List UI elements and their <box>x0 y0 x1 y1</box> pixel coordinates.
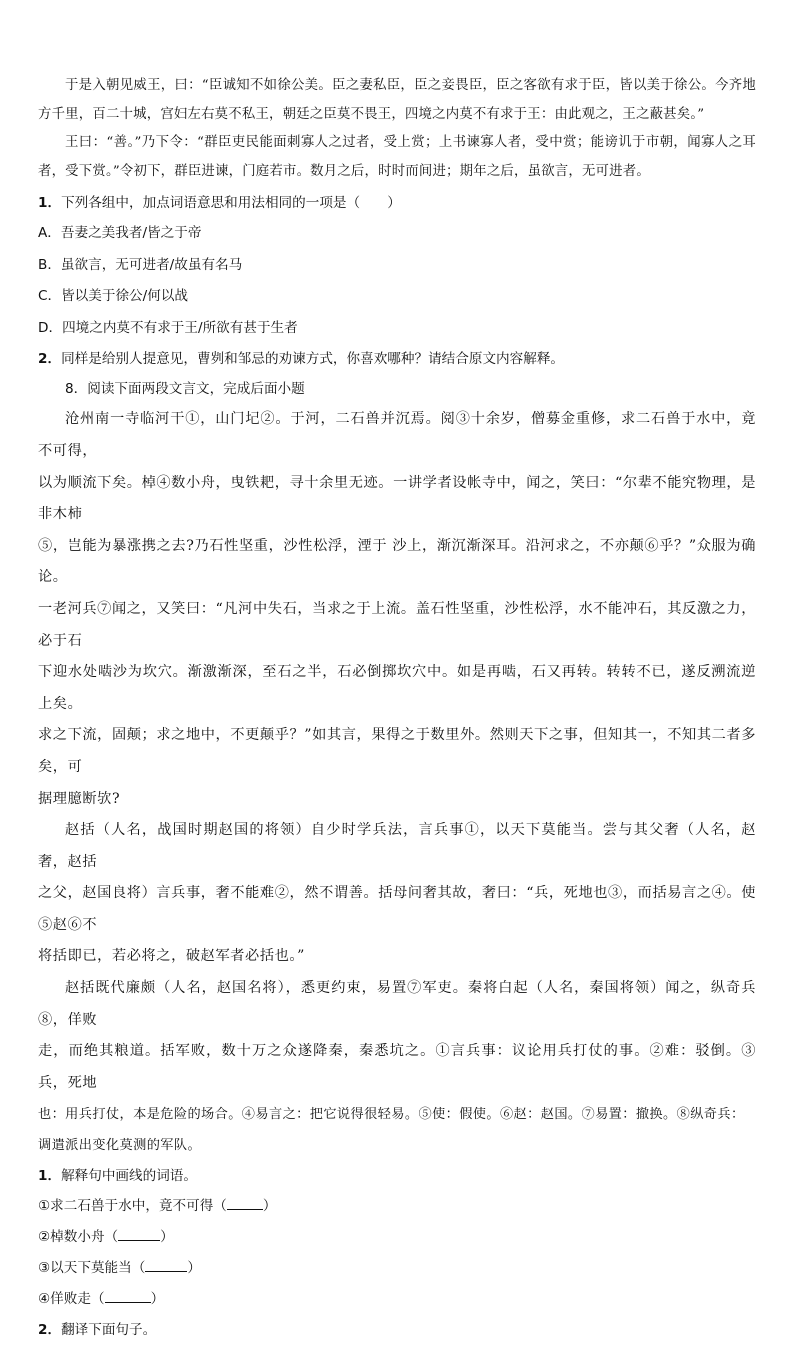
option-text: 皆以美于徐公/何以战 <box>61 288 189 305</box>
question-number: 1． <box>38 1168 62 1185</box>
passage-line: 赵括既代廉颇（人名，赵国名将），悉更约束，易置⑦军吏。秦将白起（人名，秦国将领）闻之，纵奇兵⑧，佯败 <box>38 980 756 1028</box>
passage-line: 求之下流，固颠；求之地中，不更颠乎？”如其言，果得之于数里外。然则天下之事，但知其一，不知其二者多矣，可 <box>38 727 756 775</box>
blank-suffix: ） <box>160 1229 174 1246</box>
question-text: 下列各组中，加点词语意思和用法相同的一项是（ ） <box>61 195 401 212</box>
classical-passage-1 <box>38 404 756 815</box>
passage-line: 将括即已，若必将之，破赵军者必括也。” <box>38 948 305 965</box>
passage-paragraph: 王曰：“善。”乃下令：“群臣吏民能面刺寡人之过者，受上赏；上书谏寡人者，受中赏；能谤讥于市朝，闻寡人之耳者，受下赏。”令初下，群臣进谏，门庭若市。数月之后，时时而间进；期年之后，虽欲言，无可进者。 <box>38 135 756 179</box>
option-text: 四境之内莫不有求于王/所欲有甚于生者 <box>62 319 298 336</box>
passage-line: 走，而绝其粮道。括军败，数十万之众遂降秦，秦悉坑之。①言兵事：议论用兵打仗的事。②难：驳倒。③兵，死地 <box>38 1043 756 1091</box>
option-text: 虽欲言，无可进者/故虽有名马 <box>60 256 243 273</box>
passage-line: 一老河兵⑦闻之，又笑曰：“凡河中失石，当求之于上流。盖石性坚重，沙性松浮，水不能冲石，其反激之力，必于石 <box>38 600 756 649</box>
blank-prefix: ②棹数小舟（ <box>38 1229 119 1246</box>
question-text: 同样是给别人提意见，曹刿和邹忌的劝谏方式，你喜欢哪种？请结合原文内容解释。 <box>61 351 565 368</box>
option-b <box>38 250 756 282</box>
question-2-stem <box>38 344 756 374</box>
passage-line: 下迎水处啮沙为坎穴。渐激渐深，至石之半，石必倒掷坎穴中。如是再啮，石又再转。转转不已，遂反溯流逆上矣。 <box>38 664 756 712</box>
question-number: 2． <box>38 1322 62 1339</box>
option-letter: A． <box>38 225 61 242</box>
blank-suffix: ） <box>262 1198 277 1215</box>
answer-blank[interactable] <box>227 1195 263 1210</box>
option-a <box>38 218 756 250</box>
passage-paragraph: 于是入朝见威王，曰：“臣诚知不如徐公美。臣之妻私臣，臣之妾畏臣，臣之客欲有求于臣，皆以美于徐公。今齐地方千里，百二十城，宫妇左右莫不私王，朝廷之臣莫不畏王，四境之内莫不有求于王：由此观之，王之蔽甚矣。” <box>38 78 756 122</box>
question-text: 解释句中画线的词语。 <box>61 1168 197 1185</box>
answer-blank[interactable] <box>145 1257 187 1272</box>
answer-blank[interactable] <box>118 1226 160 1241</box>
section-heading: 8．阅读下面两段文言文，完成后面小题 <box>65 381 305 398</box>
answer-blank[interactable] <box>105 1288 151 1303</box>
blank-suffix: ） <box>187 1260 201 1277</box>
option-text: 吾妻之美我者/皆之于帝 <box>60 225 202 242</box>
classical-passage-3 <box>38 973 756 1161</box>
annotation-line: 调遣派出变化莫测的军队。 <box>38 1138 202 1154</box>
option-letter: C． <box>38 288 62 305</box>
passage-line: 沧州南一寺临河干①，山门圮②。于河，二石兽并沉焉。阅③十余岁，僧募金重修，求二石兽于水中，竟不可得， <box>38 411 756 459</box>
annotation-line: 也：用兵打仗，本是危险的场合。④易言之：把它说得很轻易。⑤使：假使。⑥赵：赵国。⑦易置：撤换。⑧纵奇兵： <box>38 1107 745 1123</box>
blank-prefix: ④佯败走（ <box>38 1291 105 1308</box>
question-1-stem <box>38 188 756 218</box>
option-d <box>38 313 756 345</box>
fill-blank-item-1 <box>38 1191 756 1222</box>
option-c <box>38 281 756 313</box>
classical-passage-2 <box>38 815 756 973</box>
passage-line: ⑤，岂能为暴涨携之去?乃石性坚重，沙性松浮，湮于 沙上，渐沉渐深耳。沿河求之，不亦颠⑥乎？”众服为确论。 <box>38 537 756 586</box>
section8-question-1-stem <box>38 1161 756 1191</box>
question-text: 翻译下面句子。 <box>61 1322 157 1339</box>
passage-line: 据理臆断欤? <box>38 790 121 807</box>
passage-line: 以为顺流下矣。棹④数小舟，曳铁耙，寻十余里无迹。一讲学者设帐寺中，闻之，笑曰：“尔辈不能究物理，是非木柿 <box>38 474 757 523</box>
blank-prefix: ③以天下莫能当（ <box>38 1260 146 1277</box>
question-number: 1． <box>38 195 62 212</box>
fill-blank-item-4 <box>38 1284 756 1315</box>
passage-line: 之父，赵国良将）言兵事，奢不能难②，然不谓善。括母问奢其故，奢曰：“兵，死地也③，而括易言之④。使⑤赵⑥不 <box>38 885 757 933</box>
section8-question-2-stem <box>38 1315 756 1345</box>
blank-prefix: ①求二石兽于水中，竟不可得（ <box>38 1198 227 1215</box>
blank-suffix: ） <box>150 1291 165 1308</box>
option-letter: B． <box>38 256 61 273</box>
question-number: 2． <box>38 351 62 368</box>
option-letter: D． <box>38 319 63 336</box>
passage-line: 赵括（人名，战国时期赵国的将领）自少时学兵法，言兵事①，以天下莫能当。尝与其父奢（人名，赵奢，赵括 <box>38 822 756 870</box>
fill-blank-item-3 <box>38 1253 756 1284</box>
fill-blank-item-2 <box>38 1222 756 1253</box>
